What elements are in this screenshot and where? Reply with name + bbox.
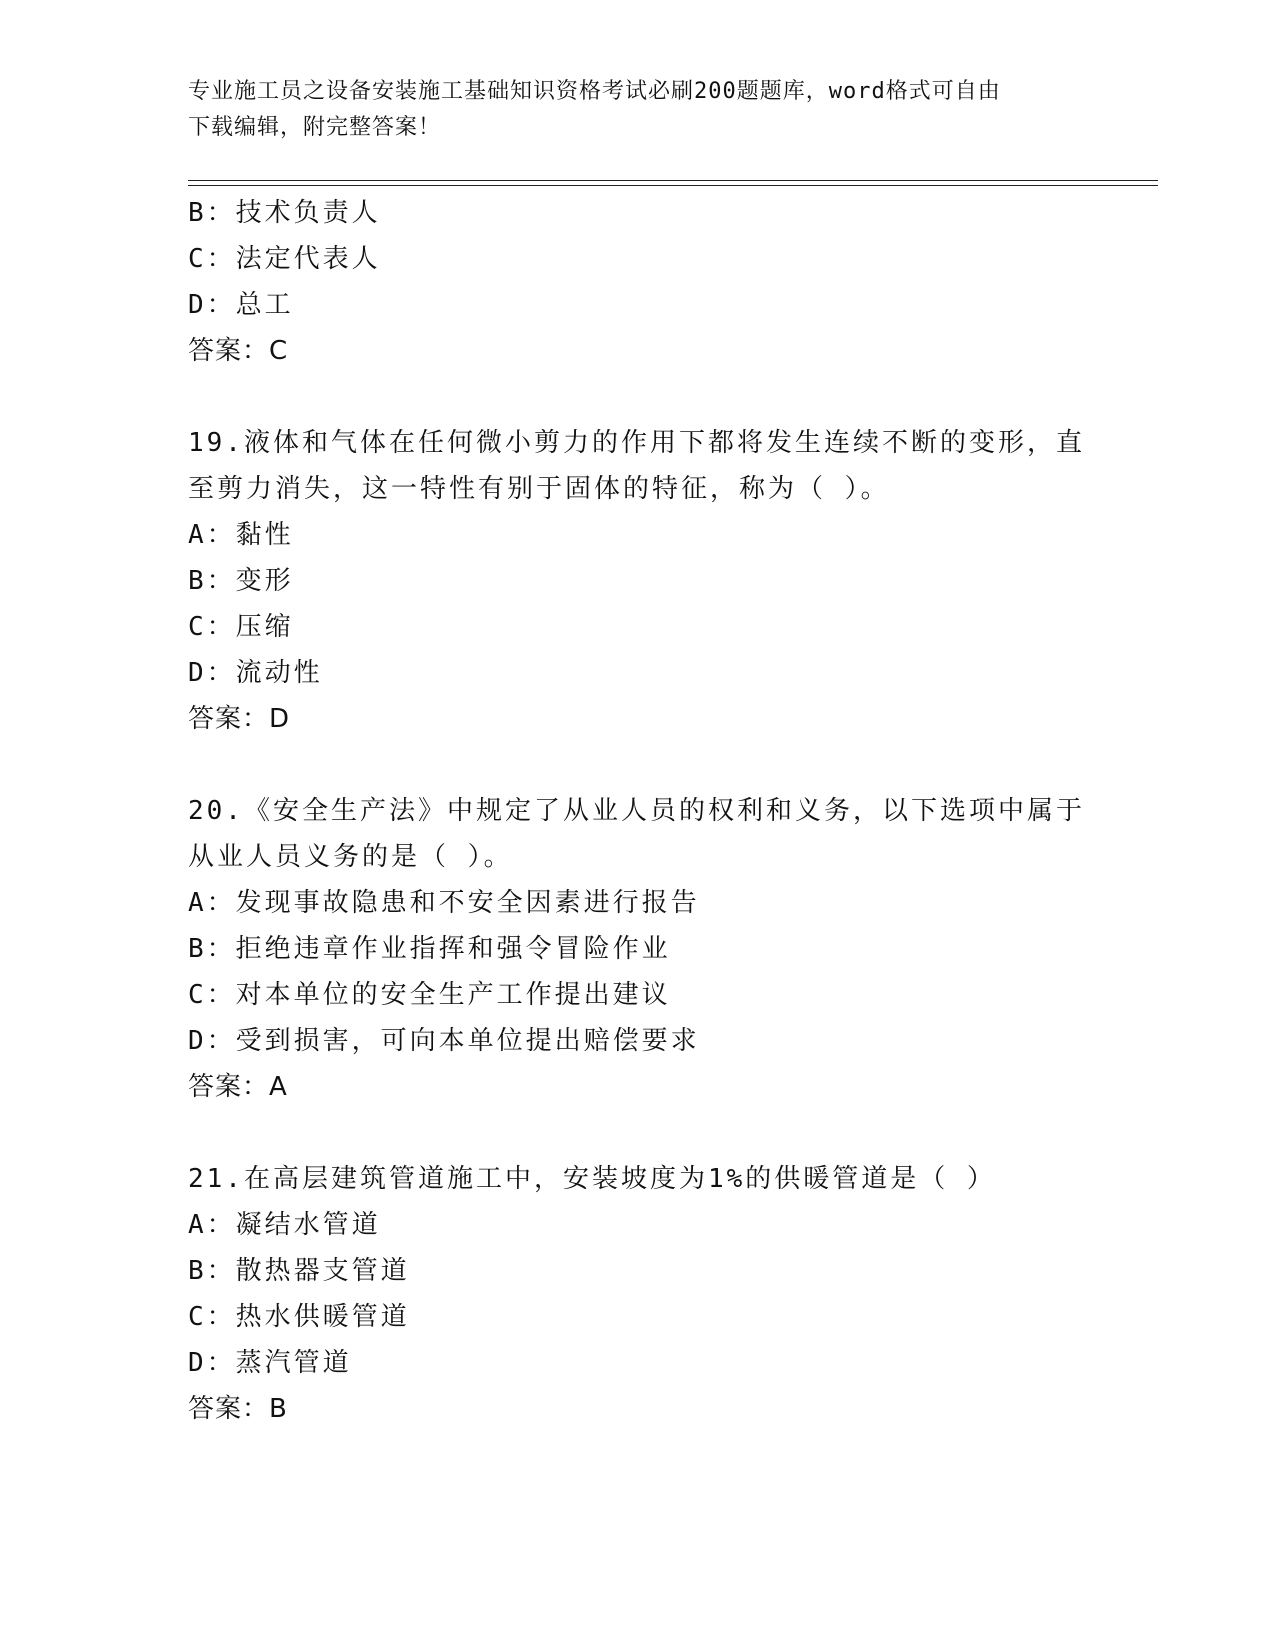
- option-d: D：流动性: [188, 658, 323, 688]
- question-stem-line-1: 19.液体和气体在任何微小剪力的作用下都将发生连续不断的变形，直: [188, 428, 1085, 458]
- question-19: [188, 420, 1088, 742]
- option-a: A：黏性: [188, 520, 294, 550]
- document-header: [188, 74, 1088, 146]
- header-line-1: 专业施工员之设备安装施工基础知识资格考试必刷200题题库，word格式可自由: [188, 79, 1001, 104]
- option-c: C：压缩: [188, 612, 294, 642]
- option-a: A：发现事故隐患和不安全因素进行报告: [188, 888, 700, 918]
- question-stem-line-2: 从业人员义务的是（ ）。: [188, 842, 513, 872]
- option-b: B：变形: [188, 566, 294, 596]
- header-rule-bottom: [188, 185, 1158, 186]
- header-line-2: 下载编辑，附完整答案！: [188, 115, 442, 140]
- question-stem-line-1: 20.《安全生产法》中规定了从业人员的权利和义务，以下选项中属于: [188, 796, 1085, 826]
- option-b: B：散热器支管道: [188, 1256, 410, 1286]
- option-d: D：总工: [188, 290, 294, 320]
- answer: 答案：D: [188, 704, 291, 734]
- header-rule-top: [188, 180, 1158, 181]
- question-18: [188, 190, 1088, 374]
- question-21: [188, 1156, 1088, 1432]
- option-b: B：拒绝违章作业指挥和强令冒险作业: [188, 934, 671, 964]
- option-c: C：热水供暖管道: [188, 1302, 410, 1332]
- option-d: D：蒸汽管道: [188, 1348, 352, 1378]
- option-b: B：技术负责人: [188, 198, 381, 228]
- option-c: C：法定代表人: [188, 244, 381, 274]
- question-list: [188, 190, 1088, 1432]
- answer: 答案：C: [188, 336, 289, 366]
- answer: 答案：A: [188, 1072, 288, 1102]
- question-stem-line-1: 21.在高层建筑管道施工中，安装坡度为1%的供暖管道是（ ）: [188, 1164, 996, 1194]
- question-20: [188, 788, 1088, 1110]
- question-stem-line-2: 至剪力消失，这一特性有别于固体的特征，称为（ ）。: [188, 474, 890, 504]
- option-c: C：对本单位的安全生产工作提出建议: [188, 980, 671, 1010]
- option-a: A：凝结水管道: [188, 1210, 381, 1240]
- option-d: D：受到损害，可向本单位提出赔偿要求: [188, 1026, 700, 1056]
- answer: 答案：B: [188, 1394, 288, 1424]
